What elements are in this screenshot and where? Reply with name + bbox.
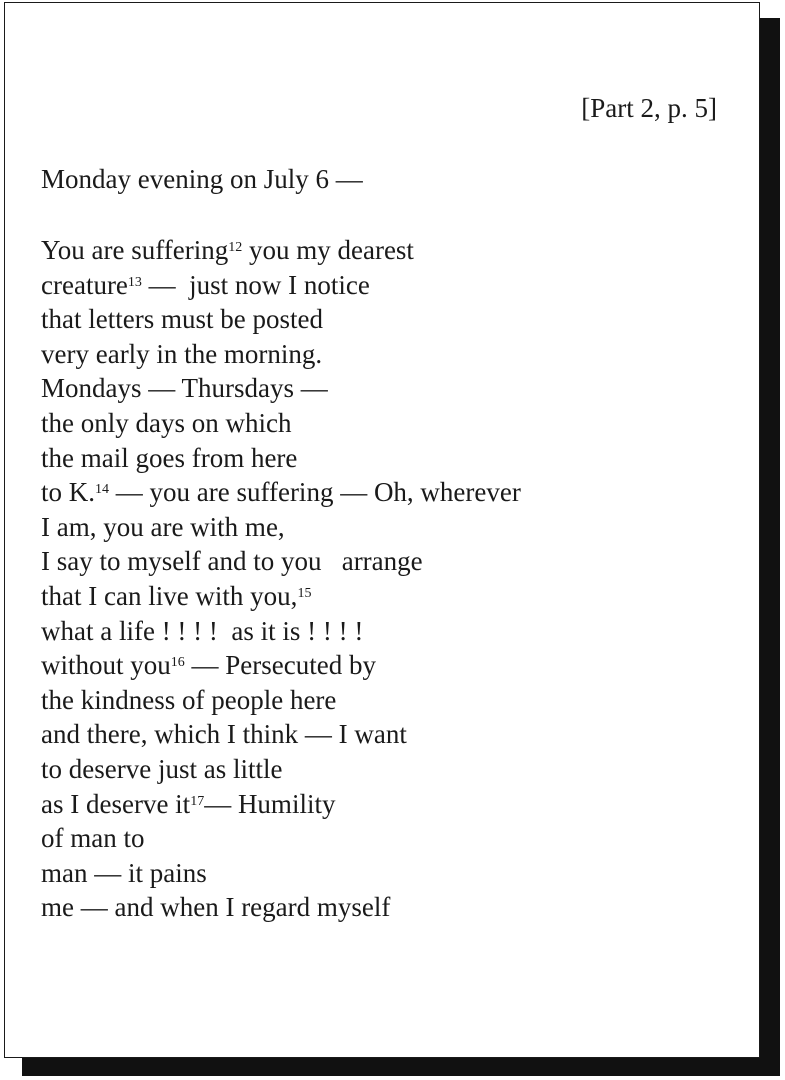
page-reference: [Part 2, p. 5] xyxy=(581,93,717,123)
letter-line xyxy=(41,683,521,718)
line-text: I am, you are with me, xyxy=(41,511,285,542)
letter-line xyxy=(41,337,521,372)
letter-line xyxy=(41,856,521,891)
letter-line xyxy=(41,717,521,752)
letter-line xyxy=(41,371,521,406)
line-text: that letters must be posted xyxy=(41,304,323,335)
letter-line xyxy=(41,510,521,545)
footnote-marker: 16 xyxy=(170,655,185,671)
line-text: very early in the morning. xyxy=(41,338,323,369)
line-text: that I can live with you, xyxy=(41,580,298,611)
document-page xyxy=(4,2,760,1058)
line-text: of man to xyxy=(41,823,145,854)
letter-line xyxy=(41,648,521,683)
line-text: what a life ! ! ! ! as it is ! ! ! ! xyxy=(41,615,364,646)
line-text: — Persecuted by xyxy=(184,650,376,681)
footnote-marker: 12 xyxy=(228,240,243,255)
line-text: the kindness of people here xyxy=(41,684,337,715)
line-text: me — and when I regard myself xyxy=(41,892,391,923)
letter-line xyxy=(41,475,521,510)
line-text: man — it pains xyxy=(41,857,207,888)
line-text: to deserve just as little xyxy=(41,753,283,784)
letter-line xyxy=(41,890,521,925)
line-text: and there, which I think — I want xyxy=(41,719,407,750)
letter-line xyxy=(41,441,521,476)
line-text: you my dearest xyxy=(242,235,414,265)
line-text: — Humility xyxy=(204,788,336,819)
letter-line xyxy=(41,579,521,614)
line-text: I say to myself and to you arrange xyxy=(41,546,423,577)
letter-line xyxy=(41,544,521,579)
letter-line xyxy=(41,752,521,787)
letter-date-heading: Monday evening on July 6 — xyxy=(41,164,363,194)
line-text: — you are suffering — Oh, wherever xyxy=(109,477,521,508)
letter-body xyxy=(41,233,521,925)
line-text: Mondays — Thursdays — xyxy=(41,373,328,404)
line-text: the only days on which xyxy=(41,407,292,438)
line-text: You are suffering xyxy=(41,235,229,265)
footnote-marker: 13 xyxy=(127,274,142,290)
line-text: to K. xyxy=(41,477,95,508)
letter-line xyxy=(41,302,521,337)
footnote-marker: 17 xyxy=(190,793,205,809)
letter-line xyxy=(41,787,521,822)
line-text: creature xyxy=(41,269,128,300)
letter-line xyxy=(41,406,521,441)
footnote-marker: 14 xyxy=(95,482,109,498)
line-text: — just now I notice xyxy=(141,269,370,300)
footnote-marker: 15 xyxy=(297,585,312,601)
line-text: the mail goes from here xyxy=(41,442,298,473)
letter-line xyxy=(41,233,521,268)
letter-line xyxy=(41,268,521,303)
letter-line xyxy=(41,821,521,856)
line-text: as I deserve it xyxy=(41,788,191,819)
letter-line xyxy=(41,614,521,649)
line-text: without you xyxy=(41,650,171,681)
